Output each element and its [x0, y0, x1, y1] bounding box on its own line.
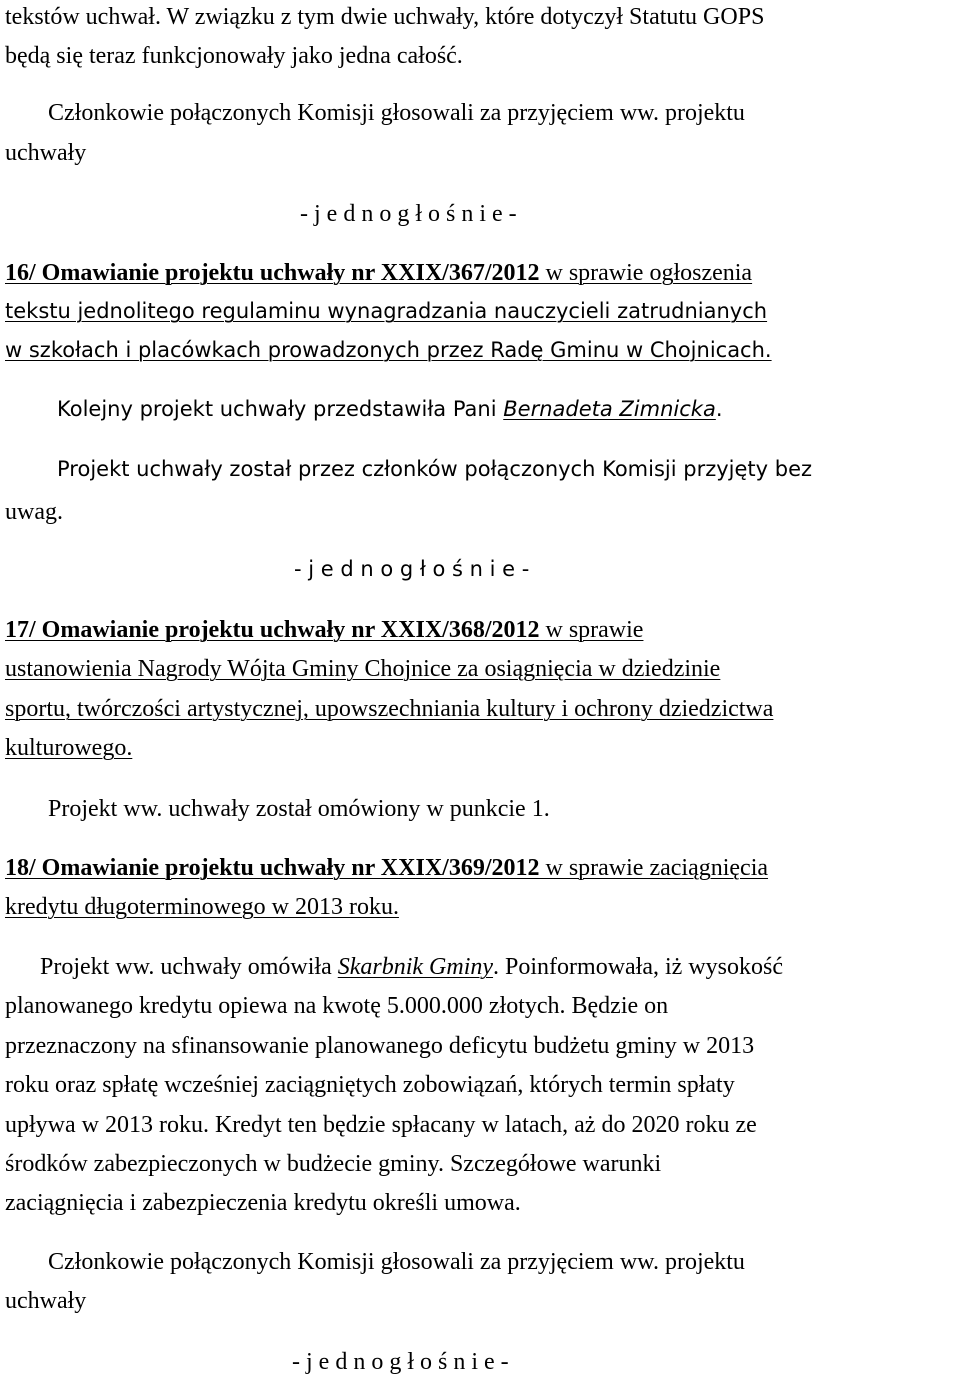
item18-body-line: roku oraz spłatę wcześniej zaciągniętych zobowiązań, których termin spłaty	[5, 1072, 735, 1098]
item17-heading-bold: 17/ Omawianie projektu uchwały nr XXIX/368/2012	[5, 617, 540, 643]
item18-body-first	[40, 955, 783, 979]
item17-line-4: kulturowego.	[5, 735, 133, 761]
item16-accepted-line-1: Projekt uchwały został przez członków połączonych Komisji przyjęty bez	[57, 457, 813, 481]
item18-heading	[5, 856, 768, 880]
item18-body-line: przeznaczony na sfinansowanie planowanego deficytu budżetu gminy w 2013	[5, 1033, 755, 1059]
item16-line-2: tekstu jednolitego regulaminu wynagradzania nauczycieli zatrudnianych	[5, 299, 768, 323]
item17-line-2: ustanowienia Nagrody Wójta Gminy Chojnice za osiągnięcia w dziedzinie	[5, 656, 721, 682]
vote2-result: - j e d n o g ł o ś n i e -	[292, 1349, 509, 1375]
item18-body-line: środków zabezpieczonych w budżecie gminy. Szczegółowe warunki	[5, 1151, 662, 1177]
vote2-line-1: Członkowie połączonych Komisji głosowali za przyjęciem ww. projektu	[48, 1249, 745, 1275]
item17-heading-rest: w sprawie	[539, 617, 644, 643]
intro-line-1: tekstów uchwał. W związku z tym dwie uchwały, które dotyczył Statutu GOPS	[5, 4, 765, 30]
item16-line-3: w szkołach i placówkach prowadzonych przez Radę Gminu w Chojnicach.	[5, 338, 772, 362]
item18-body-suffix: . Poinformowała, iż wysokość	[493, 954, 783, 980]
item16-presenter-name: Bernadeta Zimnicka	[503, 397, 716, 421]
item18-body-line: planowanego kredytu opiewa na kwotę 5.000.000 złotych. Będzie on	[5, 993, 669, 1019]
item16-presenter	[57, 399, 723, 420]
vote1-line-1: Członkowie połączonych Komisji głosowali za przyjęciem ww. projektu	[48, 100, 745, 126]
item18-body-name: Skarbnik Gminy	[337, 954, 494, 980]
item16-presenter-suffix: .	[715, 397, 723, 421]
item18-heading-bold: 18/ Omawianie projektu uchwały nr XXIX/369/2012	[5, 855, 540, 881]
vote2-line-2: uchwały	[5, 1288, 87, 1314]
item16-accepted-line-2: uwag.	[5, 499, 63, 525]
intro-line-2: będą się teraz funkcjonowały jako jedna całość.	[5, 43, 463, 69]
item16-heading-rest: w sprawie ogłoszenia	[539, 260, 753, 286]
item16-heading-bold: 16/ Omawianie projektu uchwały nr XXIX/367/2012	[5, 260, 540, 286]
vote1-line-2: uchwały	[5, 140, 87, 166]
vote1-result: - j e d n o g ł o ś n i e -	[300, 201, 517, 227]
item18-body-line: zaciągnięcia i zabezpieczenia kredytu określi umowa.	[5, 1190, 521, 1216]
item18-body-line: upływa w 2013 roku. Kredyt ten będzie spłacany w latach, aż do 2020 roku ze	[5, 1112, 757, 1138]
item16-heading	[5, 261, 752, 285]
item16-presenter-prefix: Kolejny projekt uchwały przedstawiła Pani	[57, 397, 504, 421]
item16-result: - j e d n o g ł o ś n i e -	[294, 557, 530, 581]
item17-heading	[5, 618, 643, 642]
item17-note: Projekt ww. uchwały został omówiony w punkcie 1.	[48, 796, 550, 822]
item18-line-2: kredytu długoterminowego w 2013 roku.	[5, 894, 399, 920]
item18-heading-rest: w sprawie zaciągnięcia	[539, 855, 769, 881]
item17-line-3: sportu, twórczości artystycznej, upowszechniania kultury i ochrony dziedzictwa	[5, 696, 774, 722]
item18-body-prefix: Projekt ww. uchwały omówiła	[40, 954, 338, 980]
